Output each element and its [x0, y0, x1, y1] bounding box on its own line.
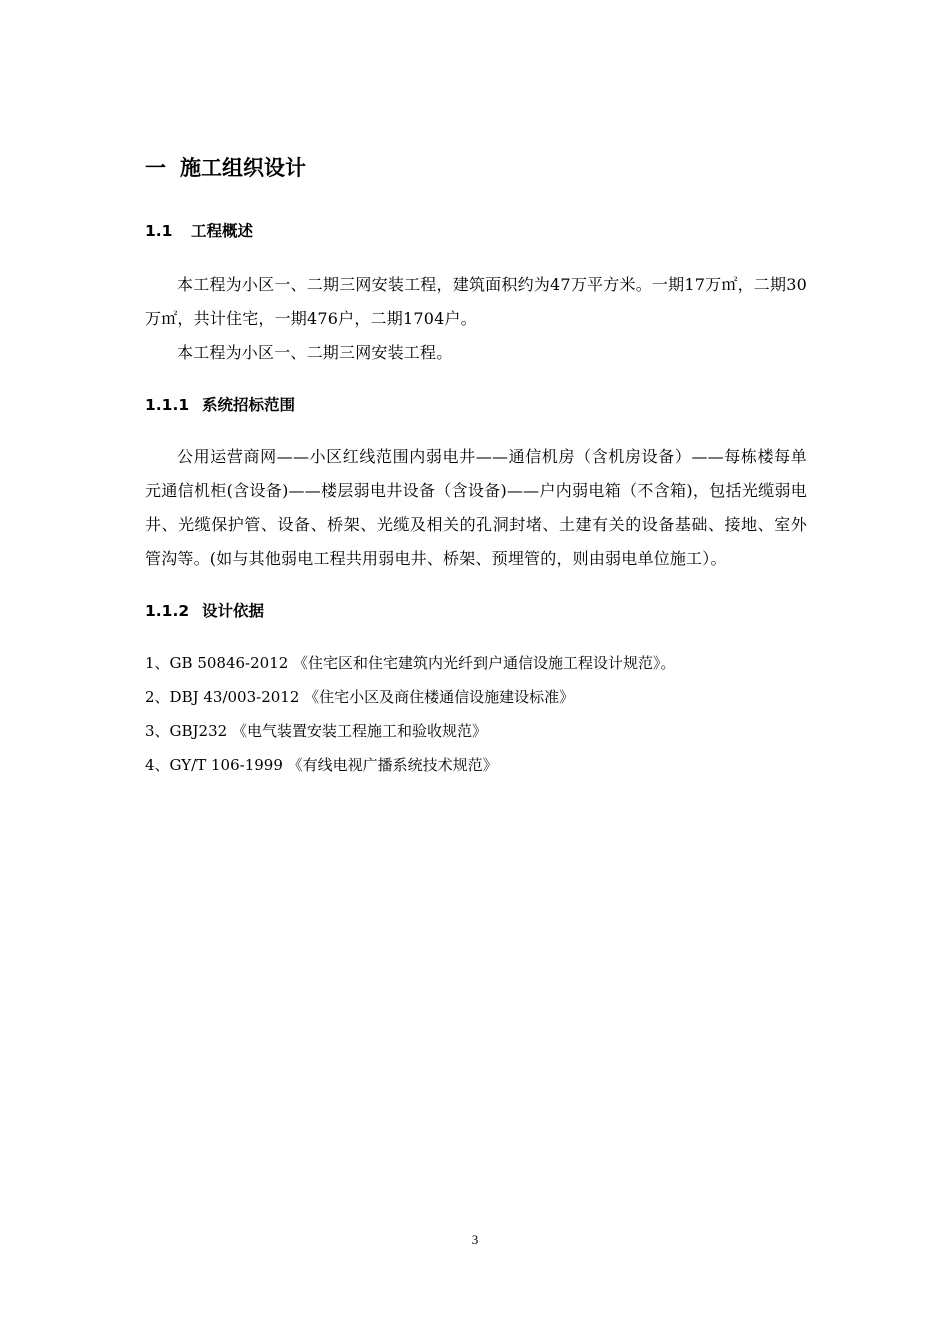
subsection-number: 1.1.1: [145, 396, 190, 414]
section-heading-1-1-2: [145, 598, 807, 624]
page-content: [145, 150, 807, 782]
reference-item: 4、GY/T 106-1999 《有线电视广播系统技术规范》: [145, 756, 498, 774]
chapter-title: 施工组织设计: [180, 156, 306, 180]
section-heading-1-1-1: [145, 392, 807, 418]
subsection-title: 系统招标范围: [202, 396, 296, 414]
section-number: 1.1: [145, 222, 173, 240]
reference-item: 2、DBJ 43/003-2012 《住宅小区及商住楼通信设施建设标准》: [145, 688, 575, 706]
chapter-number: 一: [145, 156, 166, 180]
overview-paragraph-short: 本工程为小区一、二期三网安装工程。: [177, 343, 453, 362]
section-title: 工程概述: [191, 222, 254, 240]
section-heading-1-1: [145, 218, 807, 244]
page-number: 3: [471, 1232, 479, 1247]
scope-paragraph: 公用运营商网——小区红线范围内弱电井——通信机房（含机房设备）——每栋楼每单元通信机柜(含设备)——楼层弱电井设备（含设备)——户内弱电箱（不含箱)，包括光缆弱电井、光缆保护管、设备、桥架、光缆及相关的孔洞封堵、土建有关的设备基础、接地、室外管沟等。(如与其他弱电工程共用弱电井、桥架、预埋管的，则由弱电单位施工）。: [145, 447, 807, 568]
subsection-number: 1.1.2: [145, 602, 190, 620]
chapter-heading: [145, 150, 807, 186]
reference-item: 3、GBJ232 《电气装置安装工程施工和验收规范》: [145, 722, 487, 740]
reference-item: 1、GB 50846-2012 《住宅区和住宅建筑内光纤到户通信设施工程设计规范》。: [145, 654, 676, 672]
subsection-title: 设计依据: [202, 602, 265, 620]
overview-paragraph: 本工程为小区一、二期三网安装工程，建筑面积约为47万平方米。一期17万㎡，二期30万㎡，共计住宅，一期476户，二期1704户。: [145, 275, 807, 328]
reference-list: [145, 646, 807, 782]
